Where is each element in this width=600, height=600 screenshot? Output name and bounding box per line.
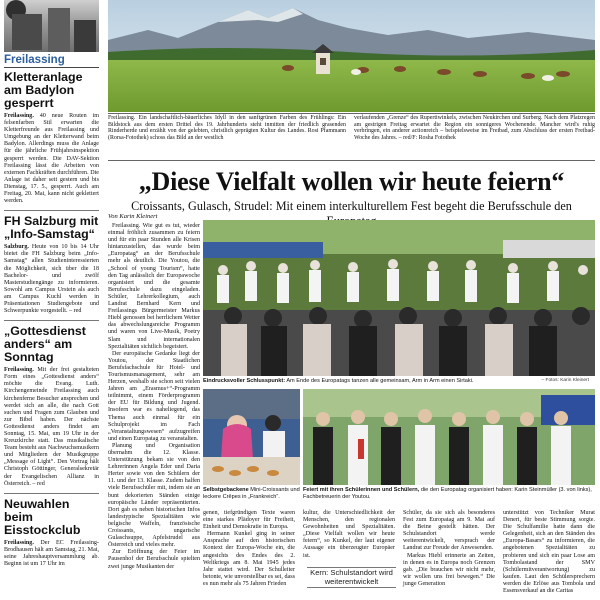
subheading: Kern: Schulstandort wird weiterentwickelt [310,568,393,586]
dateline: Freilassing. [4,539,34,546]
left-column [4,0,99,600]
paragraph: Freilassing. Wie gut es tut, wieder einmal fröhlich zusammen zu feiern und für ein paar Stunden alle Krisen hintanzustellen, das wurde beim „Europatag“ an der Berufsschule mehr als deutlich. Die Youtou, die „School of young Tourism“, hatte den Tag anlässlich der Europawoche organisiert und die gesamte Berufsschule dazu eingeladen. Schüler, Lehrerkollegium, auch Landrat Bernhard Kern und Freilassings Bürgermeister Markus Hiebl genossen bei herrlichem Wetter das abwechslungsreiche Programm und waren von Live-Musik, Poetry Slam und internationalen Spezialitäten sichtlich begeistert. [108,223,200,350]
article-column [108,223,200,571]
brief-text: Der EC Freilassing-Brodhausen hält am Samstag, 21. Mai, seine Jahreshauptversammlung ab. Beginn ist um 17 Uhr im [4,539,99,568]
subheading-box [303,567,400,588]
paragraph: kultur, die Unterschiedlichkeit der Menschen, den regionalen Gewohnheiten und Spezialitäten. „Diese Vielfalt wollen wir heute feiern“, so Kunkel, der laut eigener Aussage ein überzeugter Europäer ist. [303,510,395,559]
dateline: Freilassing. [4,367,34,374]
paragraph: Hermann Kunkel ging in seiner Ansprache auf den historischen Kontext der Europa-Woche ein, die angesichts des Endes des 2. Weltkriegs am 8. Mai 1945 jedes Jahr stattet wird. Der Schulleiter betonte, wie unvorstellbar es sei, dass es nun mehr als 75 Jahren Frieden [203,531,295,587]
brief-headline: „Gottesdienst anders“ am Sonntag [4,324,86,365]
byline: Von Karin Kleinert [108,213,158,220]
dateline: Salzburg. [4,244,29,251]
brief-text: Heute von 10 bis 14 Uhr bietet die FH Salzburg beim „Info-Samstag“ allen Studieninteressierten die Möglichkeit, sich über die 18 Bachelor- und zwölf Masterstudiengänge zu informieren. Sowohl am Campus Urstein als auch am Campus Kuchl werden in Präsentationen Studiengebote und Schwerpunkte vorgestellt. – red [4,244,99,315]
article-column [203,510,295,588]
dateline: Freilassing. [4,113,34,119]
brief-body [4,540,99,568]
landscape-photo [108,0,595,112]
paragraph: genen, tiefgründigen Texte waren eine starkes Plädoyer für Freiheit, Einheit und Demokratie in Europa. [203,510,295,531]
divider [4,320,99,321]
brief-headline: Neuwahlen beim Eisstockclub [4,496,81,537]
building-shape [48,8,70,52]
photo-caption [203,378,595,384]
dance-photo [203,220,595,376]
photo-caption-block [108,115,595,157]
article-subheadline: Croissants, Gulasch, Strudel: Mit einem interkulturellem Fest begeht die Berufsschule den [131,199,572,213]
article-column [403,510,495,588]
brief-headline: Kletteranlage am Badylon gesperrt [4,70,83,110]
caption-text: verlaufenden „Grenze“ des Rupertiwinkels, zwischen Neukirchen und Surberg. Nach dem Platzregen am gestrigen Freitag erwartet die Region ein sonnigeres Wochenende. Mancher wird's ruhig verbringen, ein anderer actionreich – beispielsweise im Freibad, zum Abschluss der ersten Freibad-Woche des Jahres. – red/F: Rosha Fotothek [354,115,595,142]
paragraph: Zur Eröffnung der Feier im Pausenhof der Berufsschule spielten zwei junge Musikanten der [108,549,200,570]
caption-lead: Selbstgebackene [203,487,249,493]
brief-text: Mit der frei gestalteten Form eines „Gottesdienst anders“ möchte die Evang. Luth. Kirchengemeinde Freilassing auch kirchenferne Besucher ansprechen und werdet sich an alle, die nach Gott suchen und Fragen zum Glauben und zur Bibel haben. Der nächste Gottesdienst anders findet am Sonntag, 15. Mai, um 19 Uhr in der Kreuzkirche statt. Das musikalische Team besteht aus Nachwuchsmusikern und Mitgliedern der Musikgruppe „Message of Light“. Den Vortrag hält Christoph Göttinger, Generalsekretär der Evangelischen Allianz in Österreich. – red [4,367,99,487]
building-shape [74,20,96,52]
article-column [303,510,395,560]
caption-text: Mini-Croissants und leckere Crêpes in „Frankreich“. [203,487,300,500]
rule [108,113,595,114]
caption-lead: Feiert mit ihren Schülerinnen und Schülern, [303,487,420,493]
divider [4,210,99,211]
city-photo [4,0,99,52]
caption-text: Freilassing. Ein landschaftlich-bäuerliches Idyll in den sanftgrünen Farben des Frühlings: Ein Bildstock aus dem ersten Drittel des 19. Jahrhunderts steht inmitten der friedlich grasenden Rinderherde und erzählt von der gelebten, christlich geprägten Kultur des Landes. Rosi Pfammann (Rorsa-Fotothek) schoss das Bild an der westlich [108,115,346,142]
divider [307,587,396,588]
paragraph: Markus Hiebl erinnerte an Zeiten, in denen es in Europa noch Grenzen gab. „Die brauchen wir nicht mehr, wir wollen uns frei bewegen.“ Die junge Generation [403,552,495,587]
article-column [503,510,595,595]
paragraph: Schüler, da sie sich als besonderes Fest zum Europatag am 9. Mai auf die Beine gestellt hätten. Der Schulstandort werde weiterentwickelt, versprach der Landrat zur Freude der Anwesenden. [403,510,495,552]
brief-body [4,244,99,315]
paragraph: Planung und Organisation übernahm die 12. Klasse. Unterstützung bekam sie von den Lehrerinnen Angela Eder und Daria Herter sowie von den Schülern der 11. und der 13. Klasse. Zudem halfen viele Berufsschüler mit, indem sie an bunt dekorierten Ständen einige europäische Länder repräsentierten. Dort gab es neben historischen Infos landestypische Spezialitäten wie belgische Waffeln, französische Croissants, ungarische Gulaschsuppe, Apfelstrudel aus Österreich und vieles mehr. [108,442,200,549]
photo-caption [203,487,300,500]
divider [4,493,99,494]
caption-text: die den Europatag organisiert haben: Karin Steinmüller (3. von links), Fachbetreuerin der Youtou. [303,487,592,500]
brief-body [4,113,99,205]
paragraph: Der europäische Gedanke liegt der Youtou, der Staatlichen Berufsfachschule für Hotel- und Tourismusmanagement, sehr am Herzen, weshalb sie schon seit vielen Jahren am „Erasmus+“-Programm teilnimmt, einem Förderprogramm der EU für Bildung und Jugend. Insofern war es naheliegend, das Thema auch einmal für ein Schulprojekt im Fach „Veranstaltungswesen“ aufzugreifen und einen Europatag zu veranstalten. [108,350,200,442]
photo-credit: – Fotos: Karin Kleinert [541,378,589,383]
brief-body [4,367,99,488]
caption-lead: Eindrucksvoller Schlusspunkt: [203,378,286,384]
section-kicker: Freilassing [4,52,99,68]
caption-text: Am Ende des Europatags tanzen alle gemeinsam, Arm in Arm einen Sirtaki. [286,378,474,384]
article-headline: „Diese Vielfalt wollen wir heute feiern“ [138,167,565,196]
croissant-photo [203,389,300,485]
building-shape [12,14,42,50]
photo-caption [303,487,595,500]
paragraph: unterstützt von Techniker Murat Deneri, für beste Stimmung sorgte. Die Schulfamilie hatte dann die Gelegenheit, sich an den Ständen des „Europa-Basars“ zu informieren, die angebotenen Spezialitäten zu probieren und sich ein paar Lose am Tombolastand der SMV (Schülermitverantwortung) zu kaufen. Laut den Schülersprechern werden die Erlöse aus Tombola und Essensverkauf an die Caritas [503,510,595,595]
group-photo [303,389,595,485]
brief-headline: FH Salzburg mit „Info-Samstag“ [4,214,99,242]
rule [108,160,595,161]
brief-text: 40 neue Routen im felsenfarben Stil erwarten die Kletterfreunde aus Freilassing und Umgebung an der Kletterwand beim Badylon. Allerdings muss die Anlage für die jährliche Frühjahrsinspektion gesperrt werden. Die DAV-Sektion Freilassing lässt die Arbeiten von externen Fachkräften durchführen. Die Anlage ist daher seit gestern und bis Dienstag, 17. 5., gesperrt. Auch am Freitag, 20. Mai, kann nicht geklettert werden. [4,113,99,205]
